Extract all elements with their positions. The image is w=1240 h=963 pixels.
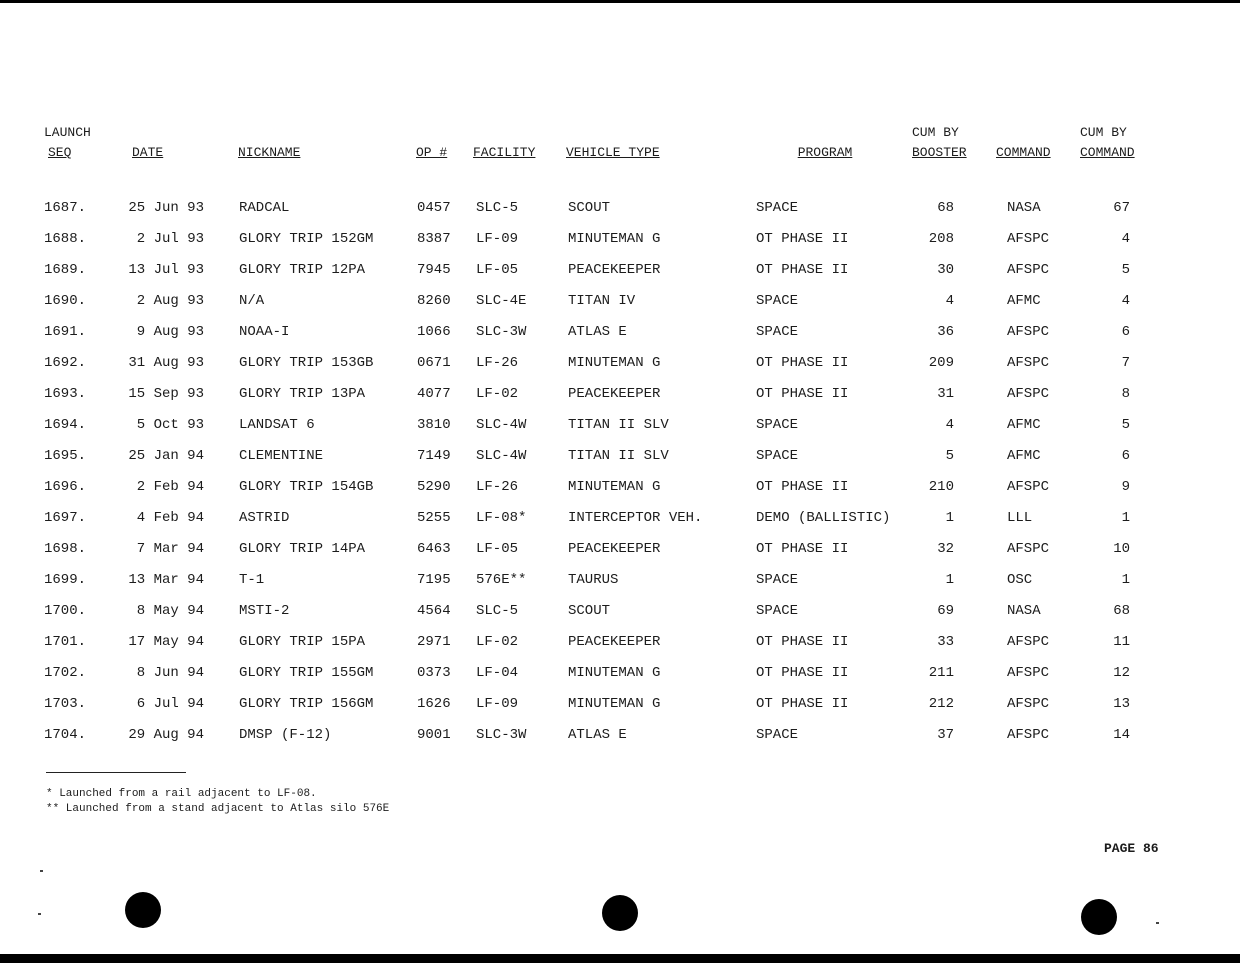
header-cum-booster xyxy=(912,123,967,163)
table-row xyxy=(0,196,1240,227)
cell-nickname: DMSP (F-12) xyxy=(239,727,332,743)
cell-op: 5290 xyxy=(417,479,451,495)
cell-program: OT PHASE II xyxy=(756,355,849,371)
cell-command: AFSPC xyxy=(1007,324,1050,340)
table-row xyxy=(0,351,1240,382)
cell-facility: LF-02 xyxy=(476,634,519,650)
cell-seq: 1704. xyxy=(44,727,87,743)
cell-program: SPACE xyxy=(756,572,799,588)
cell-cum-command: 4 xyxy=(1121,293,1130,309)
cell-seq: 1692. xyxy=(44,355,87,371)
cell-nickname: ASTRID xyxy=(239,510,290,526)
cell-vehicle: ATLAS E xyxy=(568,324,627,340)
cell-nickname: GLORY TRIP 12PA xyxy=(239,262,366,278)
cell-vehicle: MINUTEMAN G xyxy=(568,355,661,371)
cell-cum-booster: 211 xyxy=(928,665,954,681)
header-nickname-label: NICKNAME xyxy=(238,145,301,160)
cell-command: AFMC xyxy=(1007,293,1041,309)
bottom-border xyxy=(0,954,1240,963)
cell-facility: SLC-4W xyxy=(476,417,527,433)
header-nickname xyxy=(238,143,300,163)
cell-cum-booster: 30 xyxy=(937,262,954,278)
punch-hole xyxy=(602,895,638,931)
cell-command: AFSPC xyxy=(1007,262,1050,278)
cell-nickname: LANDSAT 6 xyxy=(239,417,315,433)
table-row xyxy=(0,227,1240,258)
cell-cum-command: 10 xyxy=(1113,541,1130,557)
cell-program: SPACE xyxy=(756,448,799,464)
cell-seq: 1702. xyxy=(44,665,87,681)
cell-nickname: NOAA-I xyxy=(239,324,290,340)
cell-program: OT PHASE II xyxy=(756,386,849,402)
table-row xyxy=(0,506,1240,537)
cell-cum-booster: 31 xyxy=(937,386,954,402)
cell-facility: LF-04 xyxy=(476,665,519,681)
cell-program: SPACE xyxy=(756,200,799,216)
cell-seq: 1695. xyxy=(44,448,87,464)
table-row xyxy=(0,692,1240,723)
cell-vehicle: MINUTEMAN G xyxy=(568,231,661,247)
cell-command: LLL xyxy=(1007,510,1033,526)
cell-command: NASA xyxy=(1007,603,1041,619)
cell-cum-command: 1 xyxy=(1121,510,1130,526)
cell-command: AFSPC xyxy=(1007,541,1050,557)
cell-op: 4564 xyxy=(417,603,451,619)
cell-date: 29 Aug 94 xyxy=(128,727,204,743)
table-row xyxy=(0,289,1240,320)
table-row xyxy=(0,537,1240,568)
cell-vehicle: SCOUT xyxy=(568,200,611,216)
table-row xyxy=(0,723,1240,754)
cell-nickname: GLORY TRIP 14PA xyxy=(239,541,366,557)
cell-date: 15 Sep 93 xyxy=(128,386,204,402)
header-op xyxy=(416,143,447,163)
cell-cum-command: 5 xyxy=(1121,262,1130,278)
table-row xyxy=(0,599,1240,630)
table-row xyxy=(0,568,1240,599)
cell-op: 3810 xyxy=(417,417,451,433)
cell-facility: SLC-4W xyxy=(476,448,527,464)
cell-command: AFSPC xyxy=(1007,386,1050,402)
cell-cum-booster: 1 xyxy=(945,572,954,588)
cell-nickname: GLORY TRIP 153GB xyxy=(239,355,374,371)
cell-date: 7 Mar 94 xyxy=(136,541,204,557)
cell-nickname: CLEMENTINE xyxy=(239,448,324,464)
cell-cum-booster: 68 xyxy=(937,200,954,216)
cell-facility: LF-05 xyxy=(476,262,519,278)
cell-seq: 1694. xyxy=(44,417,87,433)
cell-cum-booster: 36 xyxy=(937,324,954,340)
cell-cum-command: 9 xyxy=(1121,479,1130,495)
cell-cum-command: 12 xyxy=(1113,665,1130,681)
cell-program: OT PHASE II xyxy=(756,231,849,247)
cell-facility: SLC-4E xyxy=(476,293,527,309)
cell-seq: 1687. xyxy=(44,200,87,216)
cell-vehicle: ATLAS E xyxy=(568,727,627,743)
cell-program: SPACE xyxy=(756,324,799,340)
cell-nickname: GLORY TRIP 154GB xyxy=(239,479,374,495)
cell-seq: 1689. xyxy=(44,262,87,278)
table-row xyxy=(0,444,1240,475)
cell-nickname: GLORY TRIP 13PA xyxy=(239,386,366,402)
cell-vehicle: TAURUS xyxy=(568,572,619,588)
cell-seq: 1698. xyxy=(44,541,87,557)
cell-vehicle: TITAN II SLV xyxy=(568,417,669,433)
cell-nickname: N/A xyxy=(239,293,265,309)
cell-program: OT PHASE II xyxy=(756,479,849,495)
cell-cum-command: 6 xyxy=(1121,448,1130,464)
cell-cum-booster: 209 xyxy=(928,355,954,371)
cell-nickname: GLORY TRIP 155GM xyxy=(239,665,374,681)
cell-program: OT PHASE II xyxy=(756,665,849,681)
cell-op: 0373 xyxy=(417,665,451,681)
header-facility xyxy=(473,143,535,163)
cell-cum-command: 14 xyxy=(1113,727,1130,743)
cell-facility: LF-26 xyxy=(476,355,519,371)
header-seq xyxy=(44,123,91,163)
cell-command: NASA xyxy=(1007,200,1041,216)
cell-vehicle: PEACEKEEPER xyxy=(568,386,661,402)
cell-seq: 1693. xyxy=(44,386,87,402)
cell-program: OT PHASE II xyxy=(756,541,849,557)
cell-command: AFMC xyxy=(1007,417,1041,433)
cell-cum-command: 5 xyxy=(1121,417,1130,433)
cell-op: 5255 xyxy=(417,510,451,526)
header-command xyxy=(996,143,1051,163)
table-row xyxy=(0,320,1240,351)
cell-nickname: GLORY TRIP 152GM xyxy=(239,231,374,247)
header-vehicle xyxy=(566,143,660,163)
cell-cum-booster: 210 xyxy=(928,479,954,495)
cell-vehicle: MINUTEMAN G xyxy=(568,479,661,495)
cell-cum-booster: 1 xyxy=(945,510,954,526)
cell-cum-booster: 32 xyxy=(937,541,954,557)
table-row xyxy=(0,630,1240,661)
cell-op: 8260 xyxy=(417,293,451,309)
cell-op: 7195 xyxy=(417,572,451,588)
cell-seq: 1697. xyxy=(44,510,87,526)
cell-vehicle: INTERCEPTOR VEH. xyxy=(568,510,703,526)
cell-vehicle: PEACEKEEPER xyxy=(568,634,661,650)
cell-date: 13 Jul 93 xyxy=(128,262,204,278)
cell-command: AFSPC xyxy=(1007,479,1050,495)
cell-vehicle: SCOUT xyxy=(568,603,611,619)
table-row xyxy=(0,413,1240,444)
cell-seq: 1699. xyxy=(44,572,87,588)
cell-program: SPACE xyxy=(756,603,799,619)
cell-facility: LF-09 xyxy=(476,231,519,247)
cell-program: SPACE xyxy=(756,417,799,433)
cell-program: SPACE xyxy=(756,727,799,743)
cell-command: AFSPC xyxy=(1007,727,1050,743)
page-number: PAGE 86 xyxy=(1104,841,1159,856)
header-cum-booster-line1: CUM BY xyxy=(912,125,959,140)
cell-cum-booster: 37 xyxy=(937,727,954,743)
table-row xyxy=(0,661,1240,692)
cell-date: 13 Mar 94 xyxy=(128,572,204,588)
cell-facility: SLC-3W xyxy=(476,727,527,743)
cell-command: AFSPC xyxy=(1007,231,1050,247)
cell-op: 0671 xyxy=(417,355,451,371)
cell-op: 4077 xyxy=(417,386,451,402)
header-date-label: DATE xyxy=(132,145,164,160)
cell-date: 2 Feb 94 xyxy=(136,479,204,495)
footnote: * Launched from a rail adjacent to LF-08. xyxy=(46,788,317,800)
header-seq-line2: SEQ xyxy=(48,145,72,160)
cell-cum-booster: 5 xyxy=(945,448,954,464)
cell-cum-command: 8 xyxy=(1121,386,1130,402)
header-cum-command-line2: COMMAND xyxy=(1080,145,1135,160)
cell-nickname: T-1 xyxy=(239,572,265,588)
cell-op: 1066 xyxy=(417,324,451,340)
cell-op: 7945 xyxy=(417,262,451,278)
cell-vehicle: MINUTEMAN G xyxy=(568,696,661,712)
cell-cum-command: 1 xyxy=(1121,572,1130,588)
cell-nickname: MSTI-2 xyxy=(239,603,290,619)
cell-vehicle: PEACEKEEPER xyxy=(568,541,661,557)
footnote-divider xyxy=(46,772,186,773)
table-header xyxy=(0,123,1240,168)
cell-facility: LF-26 xyxy=(476,479,519,495)
cell-cum-command: 68 xyxy=(1113,603,1130,619)
cell-cum-booster: 33 xyxy=(937,634,954,650)
header-date xyxy=(118,143,202,163)
table-row xyxy=(0,475,1240,506)
cell-date: 6 Jul 94 xyxy=(136,696,204,712)
cell-command: OSC xyxy=(1007,572,1033,588)
cell-cum-command: 7 xyxy=(1121,355,1130,371)
cell-vehicle: TITAN II SLV xyxy=(568,448,669,464)
header-program-label: PROGRAM xyxy=(797,145,853,160)
header-op-label: OP # xyxy=(416,145,448,160)
cell-facility: 576E** xyxy=(476,572,527,588)
cell-cum-booster: 4 xyxy=(945,417,954,433)
cell-facility: LF-02 xyxy=(476,386,519,402)
cell-seq: 1696. xyxy=(44,479,87,495)
cell-facility: LF-05 xyxy=(476,541,519,557)
cell-op: 1626 xyxy=(417,696,451,712)
cell-facility: SLC-3W xyxy=(476,324,527,340)
cell-cum-booster: 208 xyxy=(928,231,954,247)
header-cum-command-line1: CUM BY xyxy=(1080,125,1127,140)
header-facility-label: FACILITY xyxy=(473,145,536,160)
cell-op: 8387 xyxy=(417,231,451,247)
cell-command: AFMC xyxy=(1007,448,1041,464)
table-row xyxy=(0,258,1240,289)
cell-cum-command: 6 xyxy=(1121,324,1130,340)
cell-cum-booster: 4 xyxy=(945,293,954,309)
cell-facility: SLC-5 xyxy=(476,200,519,216)
cell-facility: SLC-5 xyxy=(476,603,519,619)
cell-facility: LF-09 xyxy=(476,696,519,712)
punch-hole xyxy=(125,892,161,928)
cell-command: AFSPC xyxy=(1007,634,1050,650)
cell-cum-booster: 69 xyxy=(937,603,954,619)
cell-nickname: GLORY TRIP 156GM xyxy=(239,696,374,712)
cell-cum-command: 4 xyxy=(1121,231,1130,247)
cell-facility: LF-08* xyxy=(476,510,527,526)
cell-seq: 1688. xyxy=(44,231,87,247)
cell-date: 5 Oct 93 xyxy=(136,417,204,433)
cell-cum-command: 13 xyxy=(1113,696,1130,712)
header-command-label: COMMAND xyxy=(996,145,1051,160)
cell-date: 17 May 94 xyxy=(128,634,204,650)
cell-command: AFSPC xyxy=(1007,696,1050,712)
header-cum-command xyxy=(1080,123,1135,163)
cell-nickname: GLORY TRIP 15PA xyxy=(239,634,366,650)
header-seq-line1: LAUNCH xyxy=(44,125,91,140)
launch-table-body xyxy=(0,196,1240,754)
cell-date: 4 Feb 94 xyxy=(136,510,204,526)
cell-seq: 1700. xyxy=(44,603,87,619)
cell-seq: 1691. xyxy=(44,324,87,340)
header-program xyxy=(754,143,896,163)
cell-date: 9 Aug 93 xyxy=(136,324,204,340)
cell-seq: 1703. xyxy=(44,696,87,712)
header-cum-booster-line2: BOOSTER xyxy=(912,145,967,160)
cell-seq: 1701. xyxy=(44,634,87,650)
footnote: ** Launched from a stand adjacent to Atlas silo 576E xyxy=(46,803,390,815)
top-border xyxy=(0,0,1240,3)
cell-op: 6463 xyxy=(417,541,451,557)
cell-program: DEMO (BALLISTIC) xyxy=(756,510,891,526)
cell-program: OT PHASE II xyxy=(756,634,849,650)
cell-op: 9001 xyxy=(417,727,451,743)
cell-date: 2 Jul 93 xyxy=(136,231,204,247)
cell-op: 2971 xyxy=(417,634,451,650)
cell-command: AFSPC xyxy=(1007,355,1050,371)
cell-date: 8 Jun 94 xyxy=(136,665,204,681)
cell-op: 0457 xyxy=(417,200,451,216)
cell-vehicle: TITAN IV xyxy=(568,293,636,309)
cell-program: OT PHASE II xyxy=(756,696,849,712)
cell-date: 2 Aug 93 xyxy=(136,293,204,309)
cell-date: 25 Jan 94 xyxy=(128,448,204,464)
cell-cum-booster: 212 xyxy=(928,696,954,712)
cell-date: 25 Jun 93 xyxy=(128,200,204,216)
cell-op: 7149 xyxy=(417,448,451,464)
cell-vehicle: MINUTEMAN G xyxy=(568,665,661,681)
cell-seq: 1690. xyxy=(44,293,87,309)
cell-vehicle: PEACEKEEPER xyxy=(568,262,661,278)
cell-cum-command: 67 xyxy=(1113,200,1130,216)
cell-command: AFSPC xyxy=(1007,665,1050,681)
footnotes xyxy=(46,787,389,817)
table-row xyxy=(0,382,1240,413)
cell-date: 8 May 94 xyxy=(136,603,204,619)
cell-date: 31 Aug 93 xyxy=(128,355,204,371)
cell-program: SPACE xyxy=(756,293,799,309)
punch-hole xyxy=(1081,899,1117,935)
cell-program: OT PHASE II xyxy=(756,262,849,278)
header-vehicle-label: VEHICLE TYPE xyxy=(566,145,660,160)
cell-cum-command: 11 xyxy=(1113,634,1130,650)
cell-nickname: RADCAL xyxy=(239,200,290,216)
